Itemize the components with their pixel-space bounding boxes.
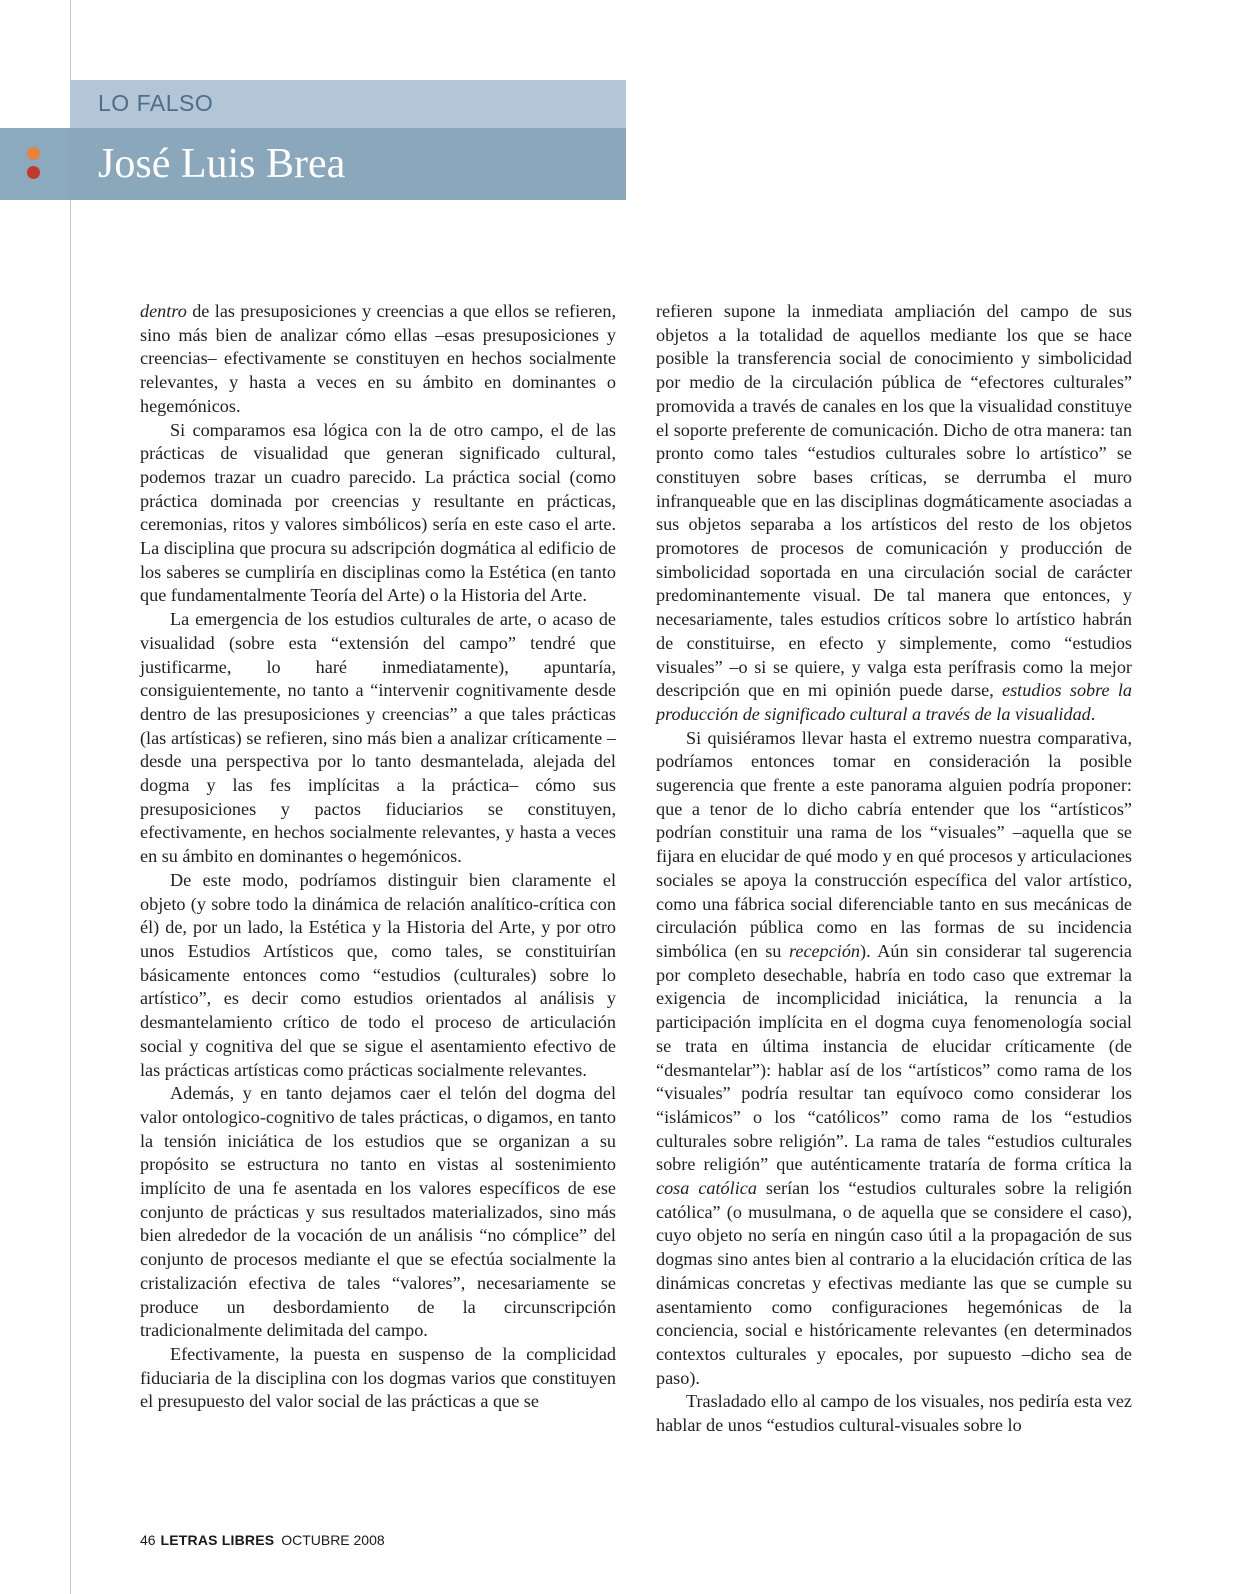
left-column [140, 300, 616, 1414]
paragraph: De este modo, podríamos distinguir bien claramente el objeto (y sobre todo la dinámica de relación analítico-crítica con él) de, por un lado, la Estética y la Historia del Arte, y por otro unos Estudios Artísticos que, como tales, se constituirían básicamente entonces como “estudios (culturales) sobre lo artístico”, es decir como estudios orientados al análisis y desmantelamiento crítico de todo el proceso de articulación social y cognitiva del que se sigue el asentamiento efectivo de las prácticas artísticas como prácticas socialmente relevantes. [140, 869, 616, 1080]
emphasis: estudios sobre la producción de significado cultural a través de la visualidad [656, 680, 1132, 724]
author-name: José Luis Brea [98, 141, 346, 187]
issue-date: OCTUBRE 2008 [281, 1532, 385, 1548]
paragraph: Efectivamente, la puesta en suspenso de la complicidad fiduciaria de la disciplina con los dogmas varios que constituyen el presupuesto del valor social de las prácticas a que se [140, 1343, 616, 1412]
section-header [70, 80, 626, 128]
page-margin-rule [70, 0, 71, 1594]
page-number: 46 [140, 1532, 156, 1548]
red-dot-icon [27, 166, 40, 179]
page-footer [140, 1532, 385, 1548]
paragraph: Además, y en tanto dejamos caer el telón del dogma del valor ontologico-cognitivo de tales prácticas, o digamos, en tanto la tensión iniciática de los estudios que se organizan a su propósito se estructura no tanto en vistas al sostenimiento implícito de una fe asentada en los valores específicos de ese conjunto de prácticas y sus resultados materializados, sino más bien alrededor de la vocación de un análisis “no cómplice” del conjunto de procesos mediante el que se efectúa socialmente la cristalización efectiva de tales “valores”, necesariamente se produce un desbordamiento de la circunscripción tradicionalmente delimitada del campo. [140, 1083, 616, 1341]
orange-dot-icon [27, 147, 40, 160]
author-band-margin [0, 128, 70, 200]
paragraph-text: refieren supone la inmediata ampliación del campo de sus objetos a la totalidad de aquellos mediante los que se hace posible la transferencia social de conocimiento y simbolicidad por medio de la circulación pública de “efectores culturales” promovida a través de canales en los que la visualidad constituye el soporte preferente de comunicación. Dicho de otra manera: tan pronto como tales “estudios culturales sobre lo artístico” se constituyen sobre bases críticas, se derrumba el muro infranqueable que en las disciplinas dogmáticamente asociadas a sus objetos separaba a los artísticos del resto de los objetos promotores de procesos de comunicación y producción de simbolicidad soportada en una circulación social de carácter predominantemente visual. De tal manera que entonces, y necesariamente, tales estudios críticos sobre lo artístico habrán de constituirse, en efecto y simplemente, como “estudios visuales” –o si se quiere, y valga esta perífrasis como la mejor descripción que en mi opinión puede darse, [656, 301, 1132, 701]
paragraph [656, 300, 1132, 727]
emphasis: recepción [789, 940, 861, 961]
paragraph [656, 727, 1132, 1391]
section-title: LO FALSO [98, 90, 214, 116]
paragraph-text: . [1090, 703, 1096, 724]
emphasis: dentro [140, 301, 187, 321]
paragraph: Si comparamos esa lógica con la de otro campo, el de las prácticas de visualidad que generan significado cultural, podemos trazar un cuadro parecido. La práctica social (como práctica dominada por creencias y resultante en prácticas, ceremonias, ritos y valores simbólicos) sería en este caso el arte. La disciplina que procura su adscripción dogmática al edificio de los saberes se cumpliría en disciplinas como la Estética (en tanto que fundamentalmente Teoría del Arte) o la Historia del Arte. [140, 419, 616, 606]
paragraph [140, 300, 616, 419]
right-column [656, 300, 1132, 1438]
author-header [70, 128, 626, 200]
magazine-name: LETRAS LIBRES [160, 1532, 275, 1548]
paragraph-text: de las presuposiciones y creencias a que ellos se refieren, sino más bien de analizar cómo ellas –esas presuposiciones y creencias– efectivamente se constituyen en hechos socialmente relevantes, y hasta a veces en su ámbito en dominantes o hegemónicos. [140, 301, 616, 416]
emphasis: cosa católica [656, 1178, 757, 1199]
paragraph: Trasladado ello al campo de los visuales, nos pediría esta vez hablar de unos “estudios cultural-visuales sobre lo [656, 1391, 1132, 1436]
paragraph-text: ). Aún sin considerar tal sugerencia por completo desechable, habría en todo caso que extremar la exigencia de incomplicidad iniciática, la renuncia a la participación implícita en el dogma cuya fenomenología social se trata en última instancia de elucidar críticamente (de “desmantelar”): hablar así de los “artísticos” como rama de los “visuales” podría resultar tan equívoco como considerar los “islámicos” o los “católicos” como rama de los “estudios culturales sobre religión”. La rama de tales “estudios culturales sobre religión” que auténticamente trataría de forma crítica la [656, 940, 1132, 1175]
paragraph: La emergencia de los estudios culturales de arte, o acaso de visualidad (sobre esta “extensión del campo” tendré que justificarme, lo haré inmediatamente), apuntaría, consiguientemente, no tanto a “intervenir cognitivamente desde dentro de las presuposiciones y creencias” a que tales prácticas (las artísticas) se refieren, sino más bien a analizar críticamente –desde una perspectiva por lo tanto desmantelada, alejada del dogma y las fes implícitas a la práctica– cómo sus presuposiciones y pactos fiduciarios se constituyen, efectivamente, en hechos socialmente relevantes, y hasta a veces en su ámbito en dominantes o hegemónicos. [140, 609, 616, 867]
paragraph-text: Si quisiéramos llevar hasta el extremo nuestra comparativa, podríamos entonces tomar en consideración la posible sugerencia que frente a este panorama alguien podría proponer: que a tenor de lo dicho cabría entender que los “artísticos” podrían constituir una rama de los “visuales” –aquella que se fijara en elucidar de qué modo y en qué procesos y articulaciones sociales se apoya la construcción específica del valor artístico, como una fábrica social diferenciable tanto en sus mecánicas de circulación pública como en las formas de su incidencia simbólica (en su [656, 727, 1132, 961]
paragraph-text: serían los “estudios culturales sobre la religión católica” (o musulmana, o de aquella que se considere el caso), cuyo objeto no sería en ningún caso útil a la propagación de sus dogmas sino antes bien al contrario a la elucidación crítica de las dinámicas concretas y efectivas mediante las que se cumple su asentamiento como configuraciones hegemónicas de la conciencia, social e históricamente relevantes (en determinados contextos culturales y epocales, por supuesto –dicho sea de paso). [656, 1178, 1132, 1388]
